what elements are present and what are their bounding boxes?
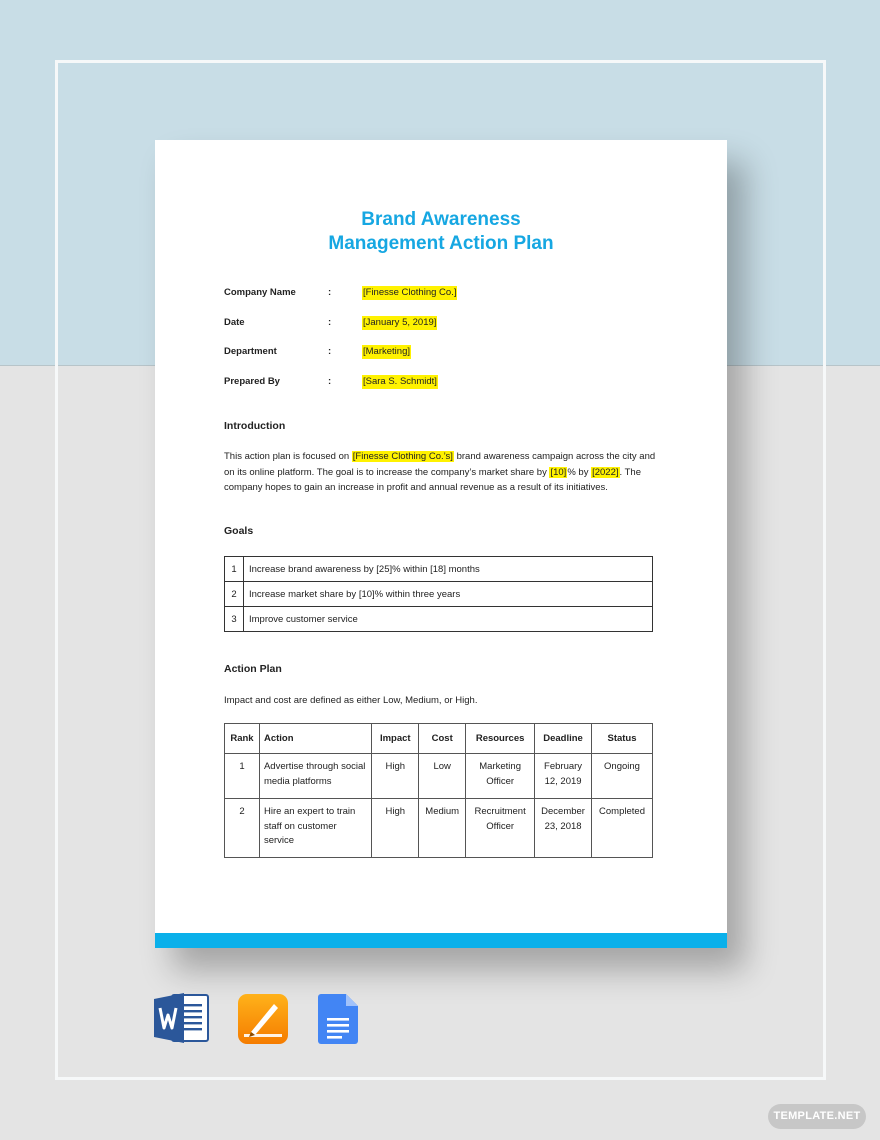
page-accent-bar [155,933,727,948]
table-header-row [225,724,653,754]
impact-cell: High [372,799,419,858]
info-label: Company Name [224,287,296,298]
action-plan-table [224,723,653,858]
cost-cell: Low [419,754,466,799]
goal-number: 3 [225,607,244,632]
column-header: Action [259,724,371,754]
info-colon: : [328,376,332,387]
goals-heading: Goals [224,525,254,537]
template-net-watermark: TEMPLATE.NET [768,1104,866,1129]
goal-number: 1 [225,557,244,582]
status-cell: Completed [592,799,653,858]
info-colon: : [328,346,332,357]
column-header: Cost [419,724,466,754]
word-icon[interactable] [154,993,210,1043]
action-plan-note: Impact and cost are defined as either Low, Medium, or High. [224,695,478,706]
table-row [225,754,653,799]
goal-text: Improve customer service [244,607,653,632]
table-row [225,607,653,632]
column-header: Resources [466,724,535,754]
info-label: Prepared By [224,376,280,387]
action-cell: Advertise through social media platforms [259,754,371,799]
column-header: Rank [225,724,260,754]
goal-text: Increase market share by [10]% within three years [244,582,653,607]
goal-number: 2 [225,582,244,607]
google-docs-icon[interactable] [318,994,358,1044]
introduction-paragraph: This action plan is focused on [Finesse Clothing Co.’s] brand awareness campaign across the city and on its online platform. The goal is to increase the company’s market share by [10]% by [2022]. The company hopes to gain an increase in profit and annual revenue as a result of its initiatives. [224,451,656,493]
rank-cell: 2 [225,799,260,858]
resources-cell: Marketing Officer [466,754,535,799]
table-row [225,799,653,858]
title-line-2: Management Action Plan [328,233,554,254]
deadline-cell: February 12, 2019 [535,754,592,799]
info-value: [Finesse Clothing Co.] [363,287,457,298]
info-value: [Marketing] [363,346,410,357]
column-header: Impact [372,724,419,754]
resources-cell: Recruitment Officer [466,799,535,858]
action-plan-heading: Action Plan [224,663,282,675]
info-colon: : [328,317,332,328]
status-cell: Ongoing [592,754,653,799]
introduction-heading: Introduction [224,420,286,432]
goal-text: Increase brand awareness by [25]% within [18] months [244,557,653,582]
action-cell: Hire an expert to train staff on customer service [259,799,371,858]
document-page [155,140,727,948]
column-header: Deadline [535,724,592,754]
table-row [225,557,653,582]
title-line-1: Brand Awareness [361,209,521,230]
info-colon: : [328,287,332,298]
impact-cell: High [372,754,419,799]
deadline-cell: December 23, 2018 [535,799,592,858]
info-value: [Sara S. Schmidt] [363,376,437,387]
rank-cell: 1 [225,754,260,799]
pages-icon[interactable] [238,994,288,1044]
cost-cell: Medium [419,799,466,858]
info-label: Department [224,346,277,357]
table-row [225,582,653,607]
document-title [155,208,727,256]
column-header: Status [592,724,653,754]
info-label: Date [224,317,245,328]
info-value: [January 5, 2019] [363,317,437,328]
goals-table [224,556,653,632]
